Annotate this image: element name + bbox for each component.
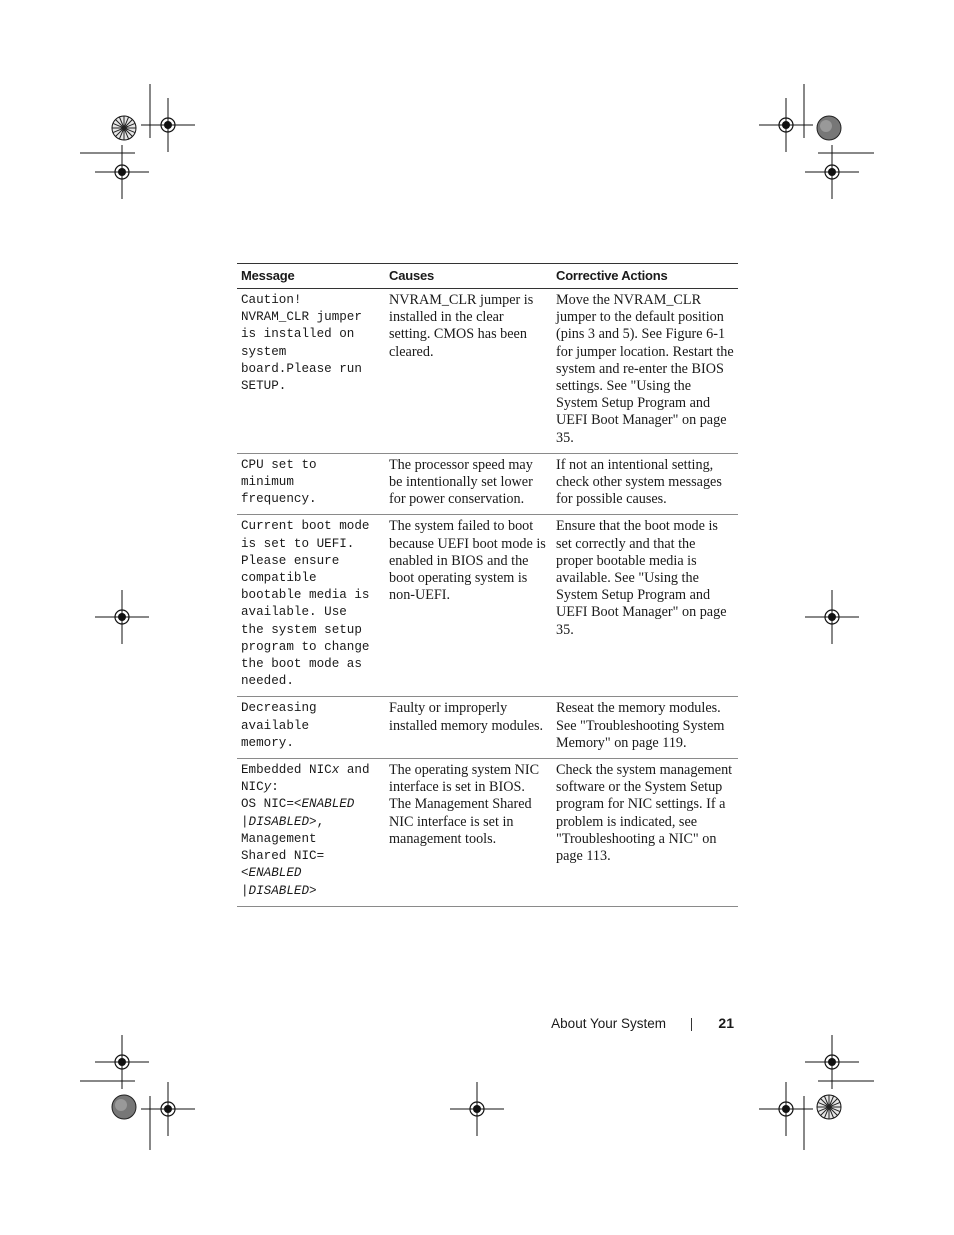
message-fragment: , Management Shared NIC=: [241, 814, 325, 864]
footer-chapter-title: About Your System: [551, 1016, 666, 1031]
table-row: [237, 759, 738, 907]
table-header-row: [237, 264, 738, 289]
causes-cell: Faulty or improperly installed memory modules.: [385, 697, 552, 759]
page-footer: [500, 1014, 738, 1034]
message-cell: Decreasing available memory.: [237, 697, 385, 759]
message-cell: CPU set to minimum frequency.: [237, 453, 385, 515]
message-fragment: : OS NIC=: [241, 780, 294, 812]
actions-cell: Reseat the memory modules. See "Troubleshooting System Memory" on page 119.: [552, 697, 738, 759]
table-row: [237, 515, 738, 697]
actions-cell: Move the NVRAM_CLR jumper to the default position (pins 3 and 5). See Figure 6-1 for jumper location. Restart the system and re-enter the BIOS settings. See "Using the System Setup Program and UEFI Boot Manager" on page 35.: [552, 289, 738, 454]
message-fragment-italic: <ENABLED |DISABLED>: [241, 866, 317, 898]
table-row: [237, 453, 738, 515]
actions-cell: Check the system management software or the System Setup program for NIC settings. If a problem is indicated, see "Troubleshooting a NIC" on page 113.: [552, 759, 738, 907]
page-number: 21: [718, 1015, 734, 1031]
system-messages-table: [237, 263, 738, 907]
message-fragment: and NIC: [241, 763, 370, 795]
actions-cell: Ensure that the boot mode is set correctly and that the proper bootable media is available. See "Using the System Setup Program and UEFI Boot Manager" on page 35.: [552, 515, 738, 697]
error-message-table-wrapper: [237, 263, 738, 907]
message-fragment-italic: <ENABLED |DISABLED>: [241, 797, 355, 829]
causes-cell: The processor speed may be intentionally set lower for power conservation.: [385, 453, 552, 515]
message-cell: Current boot mode is set to UEFI. Please ensure compatible bootable media is available. Use the system setup program to change the boot mode as needed.: [237, 515, 385, 697]
header-message: Message: [237, 264, 385, 289]
message-fragment: Embedded NIC: [241, 763, 332, 778]
message-fragment-italic: y: [263, 780, 272, 795]
table-row: [237, 697, 738, 759]
header-causes: Causes: [385, 264, 552, 289]
footer-separator: [691, 1018, 692, 1031]
header-corrective-actions: Corrective Actions: [552, 264, 738, 289]
message-cell: Caution! NVRAM_CLR jumper is installed on system board.Please run SETUP.: [237, 289, 385, 454]
message-cell: [237, 759, 385, 907]
message-fragment-italic: x: [331, 763, 340, 778]
causes-cell: The operating system NIC interface is set in BIOS. The Management Shared NIC interface is set in management tools.: [385, 759, 552, 907]
actions-cell: If not an intentional setting, check other system messages for possible causes.: [552, 453, 738, 515]
causes-cell: The system failed to boot because UEFI boot mode is enabled in BIOS and the boot operating system is non-UEFI.: [385, 515, 552, 697]
table-row: [237, 289, 738, 454]
causes-cell: NVRAM_CLR jumper is installed in the clear setting. CMOS has been cleared.: [385, 289, 552, 454]
